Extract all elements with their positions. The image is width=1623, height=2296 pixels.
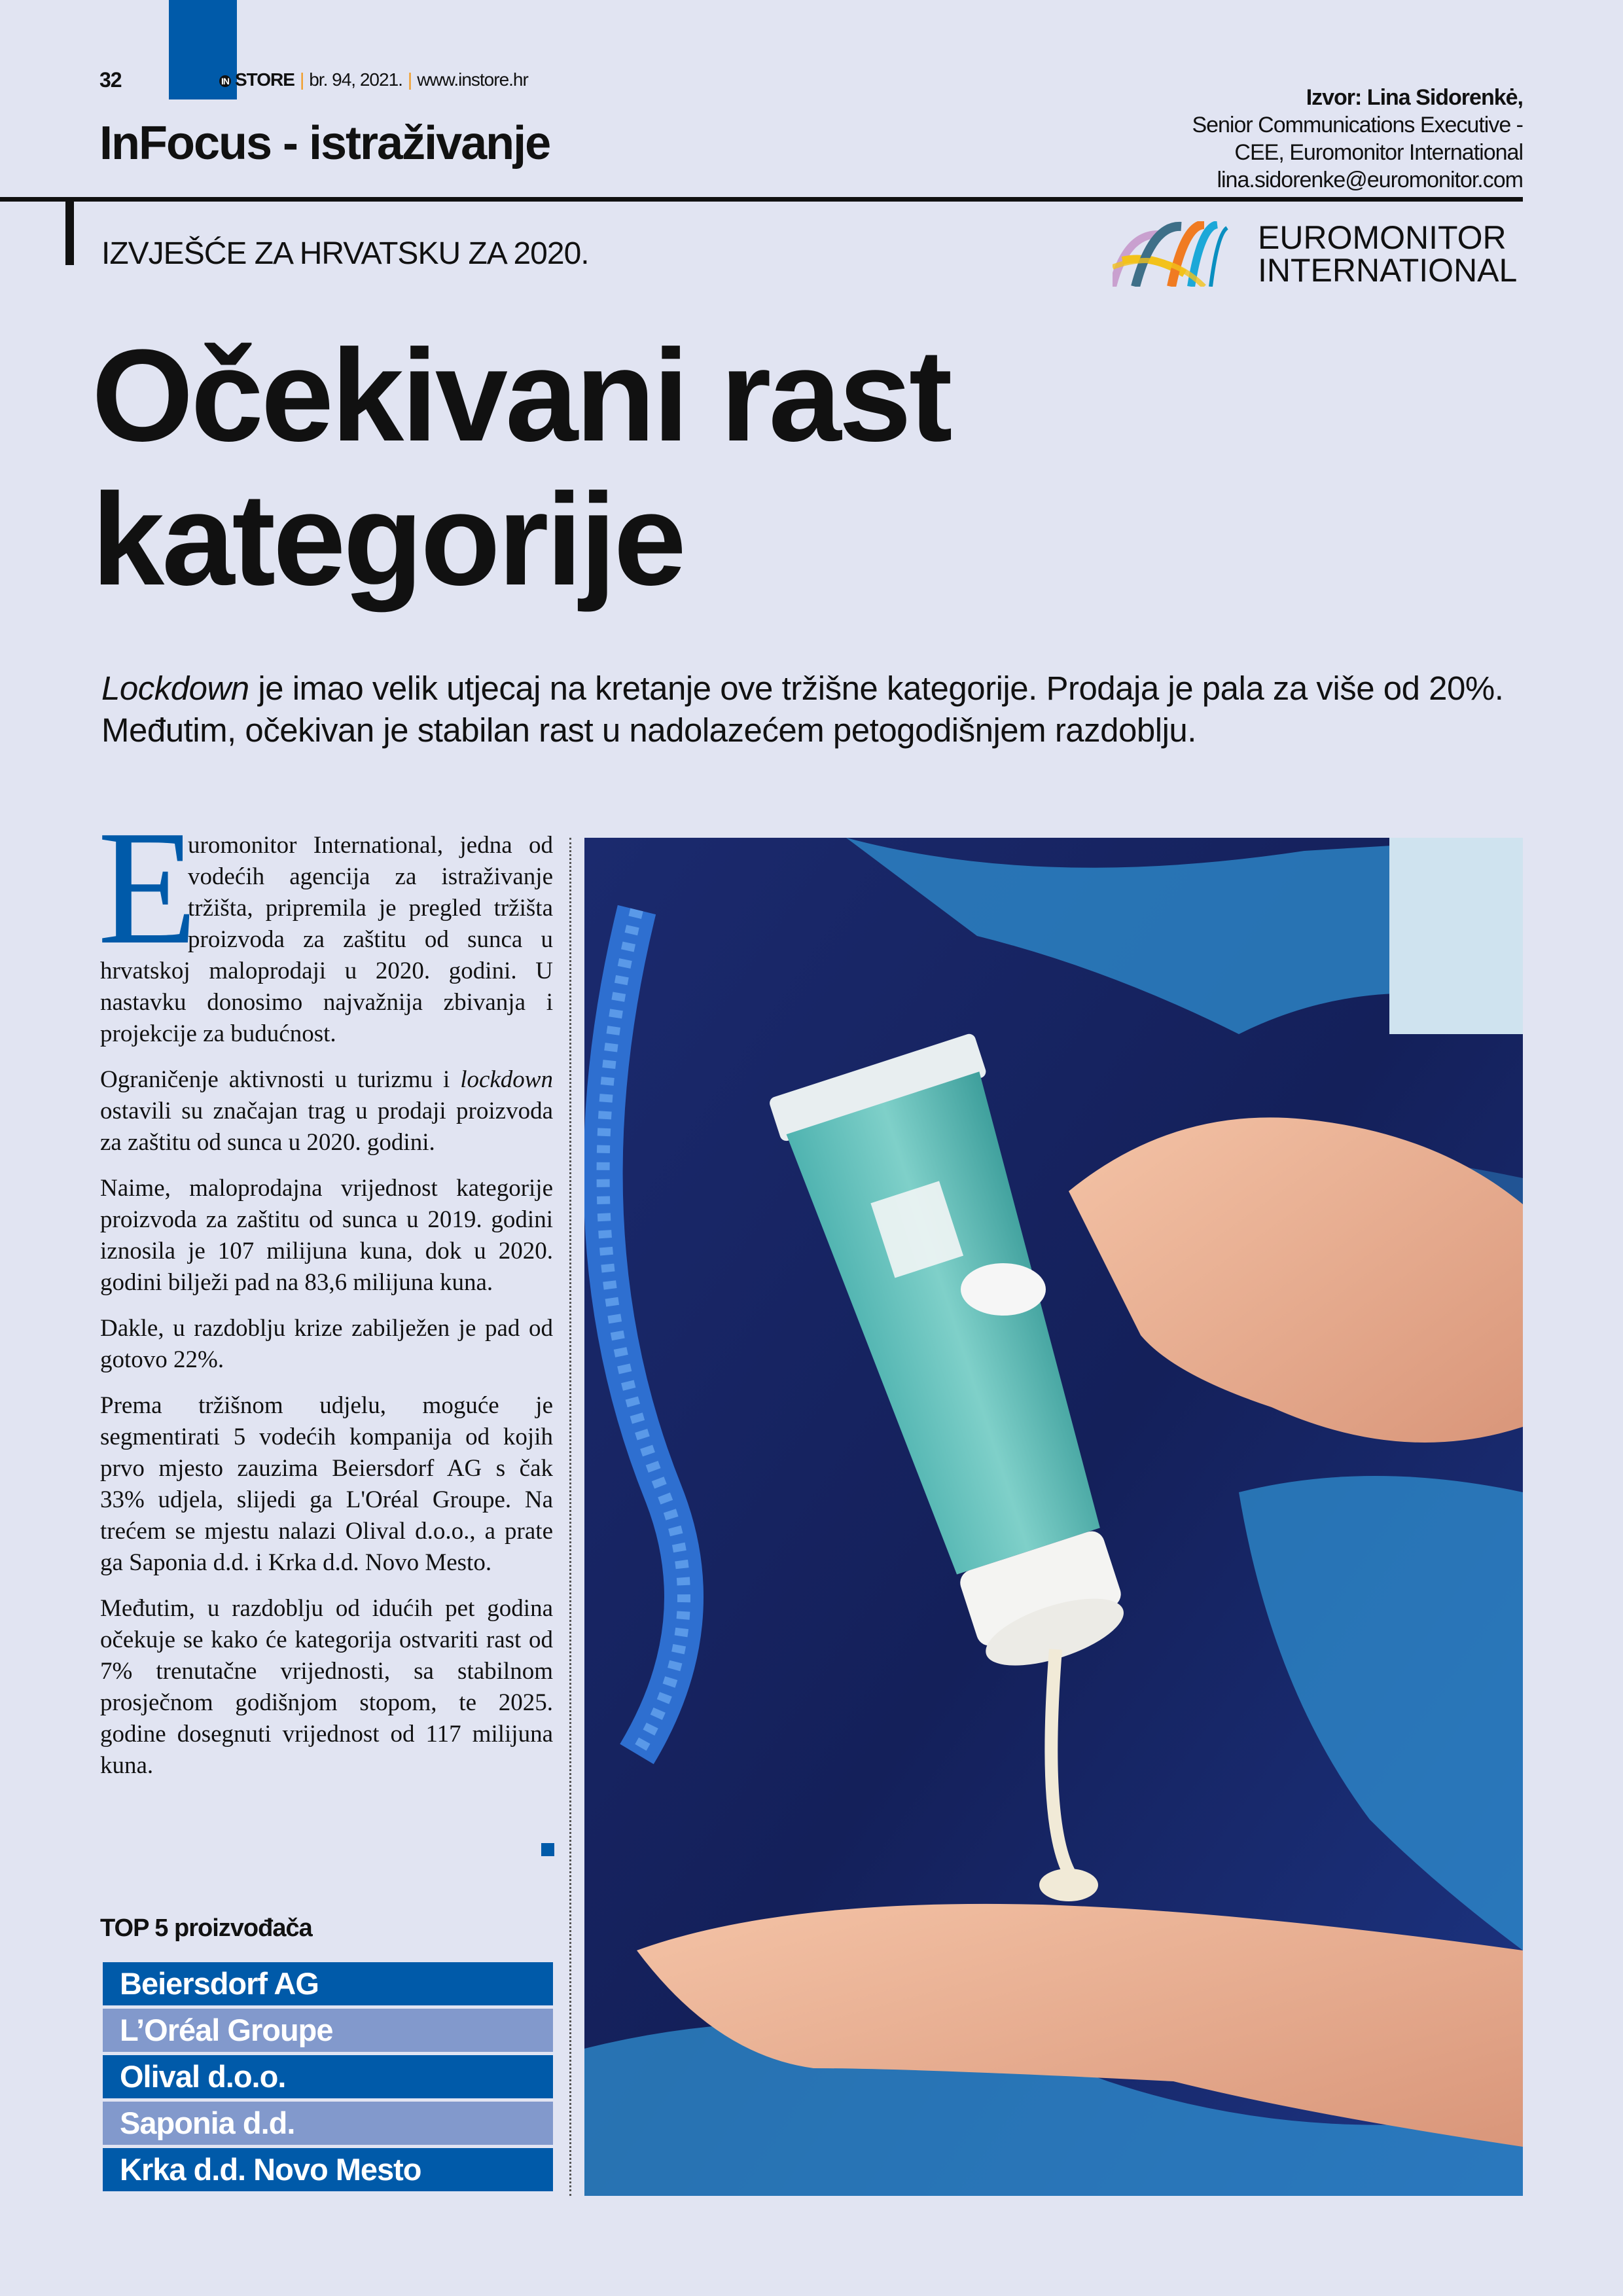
section-title: InFocus - istraživanje — [99, 117, 550, 170]
top5-item: Saponia d.d. — [103, 2102, 553, 2145]
drop-cap — [98, 797, 198, 978]
end-of-article-icon — [541, 1843, 554, 1856]
paragraph-italic: lockdown — [460, 1066, 553, 1093]
lead-italic: Lockdown — [101, 670, 249, 707]
top5-item: L’Oréal Groupe — [103, 2009, 553, 2052]
logo-line1: EUROMONITOR — [1258, 219, 1507, 256]
author-credit — [1192, 84, 1523, 194]
lead-paragraph — [101, 668, 1528, 751]
headline — [92, 324, 950, 612]
lead-text: je imao velik utjecaj na kretanje ove tržišne kategorije. Prodaja je pala za više od 20%. Međutim, očekivan je stabilan rast u nadolazećem petogodišnjem razdoblju. — [101, 670, 1504, 749]
paragraph — [100, 1064, 553, 1158]
instore-logo-icon: IN — [219, 75, 231, 87]
top5-item: Krka d.d. Novo Mesto — [103, 2148, 553, 2191]
paragraph-text: ostavili su značajan trag u prodaji proizvoda za zaštitu od sunca u 2020. godini. — [100, 1098, 553, 1156]
top5-list — [103, 1962, 553, 2195]
article-photo — [584, 838, 1523, 2196]
article-body — [98, 797, 553, 1796]
sunscreen-photo-image — [584, 838, 1523, 2196]
paragraph-text: Ograničenje aktivnosti u turizmu i — [100, 1066, 461, 1093]
paragraph: Naime, maloprodajna vrijednost kategorije proizvoda za zaštitu od sunca u 2019. godini iznosila je 107 milijuna kuna, dok u 2020. godini bilježi pad na 83,6 milijuna kuna. — [100, 1175, 553, 1296]
issue-number: br. 94, 2021. — [309, 69, 402, 90]
column-divider — [569, 838, 571, 2196]
author-name: Izvor: Lina Sidorenkė, — [1306, 85, 1523, 110]
paragraph — [98, 797, 553, 1050]
top5-item: Beiersdorf AG — [103, 1962, 553, 2005]
website-link[interactable]: www.instore.hr — [417, 69, 528, 90]
brand-name: STORE — [235, 69, 294, 90]
separator: | — [407, 69, 412, 90]
masthead — [219, 69, 528, 90]
report-label: IZVJEŠĆE ZA HRVATSKU ZA 2020. — [101, 236, 589, 271]
headline-line2: kategorije — [92, 467, 684, 613]
top5-item: Olival d.o.o. — [103, 2055, 553, 2098]
euromonitor-arcs-icon — [1113, 221, 1253, 287]
paragraph: Dakle, u razdoblju krize zabilježen je pad od gotovo 22%. — [100, 1315, 553, 1373]
author-email[interactable]: lina.sidorenke@euromonitor.com — [1217, 168, 1523, 192]
logo-line2: INTERNATIONAL — [1258, 252, 1518, 289]
paragraph: Međutim, u razdoblju od idućih pet godina očekuje se kako će kategorija ostvariti rast od 7% trenutačne vrijednosti, sa stabilnom prosječnom godišnjom stopom, te 2025. godine dosegnuti vrijednost od 117 milijuna kuna. — [100, 1595, 553, 1779]
logo-wordmark — [1258, 221, 1517, 287]
author-organization: CEE, Euromonitor International — [1234, 140, 1523, 165]
top5-title: TOP 5 proizvođača — [100, 1914, 312, 1942]
headline-line1: Očekivani rast — [92, 323, 950, 469]
euromonitor-logo — [1113, 221, 1523, 287]
paragraph-text: uromonitor International, jedna od vodećih agencija za istraživanje tržišta, pripremila je pregled tržišta proizvoda za zaštitu od sunca u hrvatskoj maloprodaji u 2020. godini. U nastavku donosimo najvažnija zbivanja i projekcije za budućnost. — [100, 832, 553, 1047]
section-marker-bar — [65, 197, 74, 265]
separator: | — [299, 69, 304, 90]
drop-cap-letter: E — [98, 797, 198, 978]
header-rule — [0, 197, 1523, 202]
paragraph: Prema tržišnom udjelu, moguće je segmentirati 5 vodećih kompanija od kojih prvo mjesto zauzima Beiersdorf AG s čak 33% udjela, slijedi ga L'Oréal Groupe. Na trećem se mjestu nalazi Olival d.o.o., a prate ga Saponia d.d. i Krka d.d. Novo Mesto. — [100, 1392, 553, 1576]
page-number: 32 — [99, 68, 122, 92]
author-role: Senior Communications Executive - — [1192, 113, 1523, 137]
